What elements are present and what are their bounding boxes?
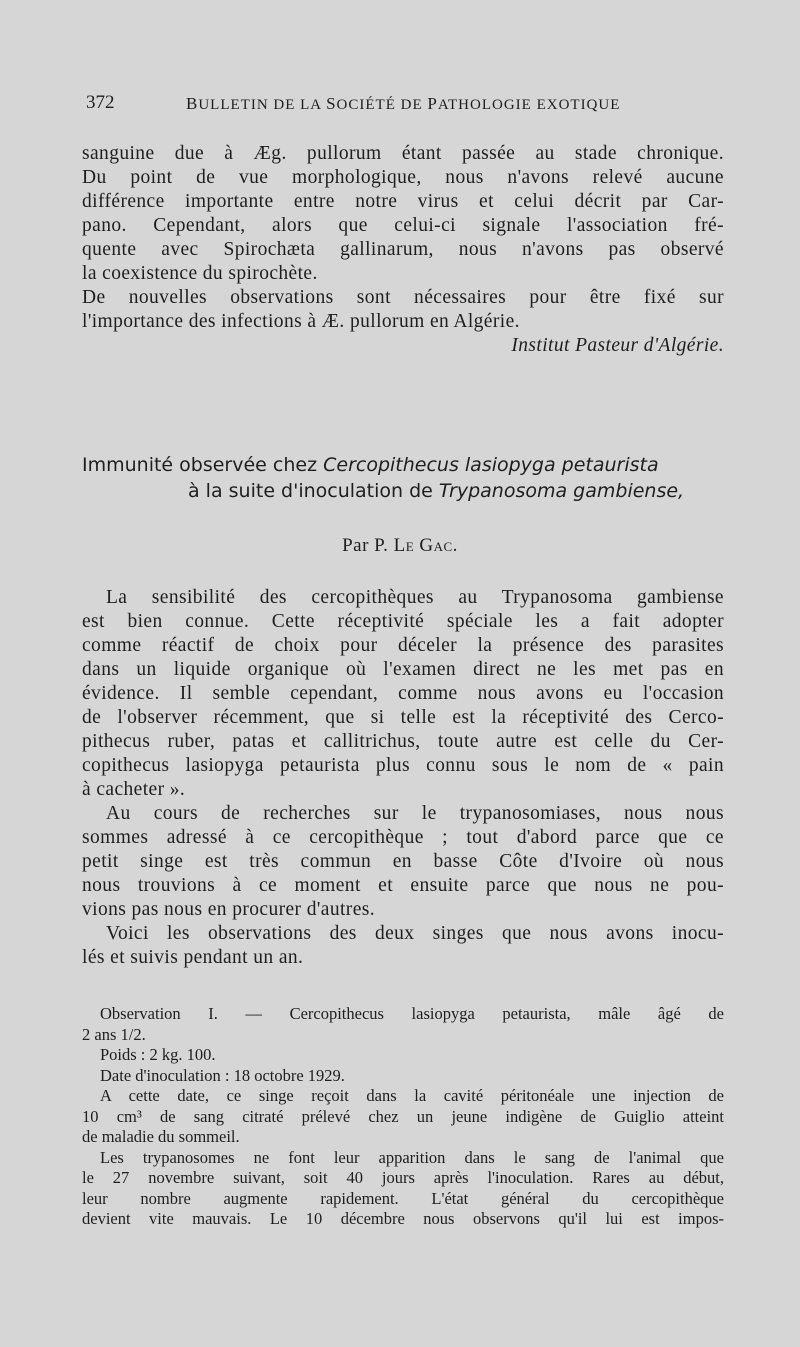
text-line: devient vite mauvais. Le 10 décembre nous observons qu'il lui est impos-	[82, 1209, 724, 1228]
text-line: l'importance des infections à Æ. pullorum en Algérie.	[82, 311, 520, 332]
text-line: Observation I. — Cercopithecus lasiopyga petaurista, mâle âgé de	[100, 1004, 724, 1023]
text-line: 10 cm³ de sang citraté prélevé chez un jeune indigène de Guiglio atteint	[82, 1106, 724, 1126]
text-line: lés et suivis pendant un an.	[82, 947, 304, 968]
text-line: sanguine due à Æg. pullorum étant passée au stade chronique.	[82, 143, 724, 164]
text-line: De nouvelles observations sont nécessaires pour être fixé sur	[82, 287, 724, 308]
text-line: quente avec Spirochæta gallinarum, nous n'avons pas observé	[82, 239, 724, 260]
text-line: de l'observer récemment, que si telle est la réceptivité des Cerco-	[82, 707, 724, 728]
text-line: la coexistence du spirochète.	[82, 263, 318, 284]
text-line: pithecus ruber, patas et callitrichus, toute autre est celle du Cer-	[82, 731, 724, 752]
text-line: différence importante entre notre virus et celui décrit par Car-	[82, 191, 724, 212]
text-line: Voici les observations des deux singes que nous avons inocu-	[106, 923, 724, 944]
text-line: vions pas nous en procurer d'autres.	[82, 899, 376, 920]
text-line: Poids : 2 kg. 100.	[100, 1045, 216, 1064]
text-line: Du point de vue morphologique, nous n'avons relevé aucune	[82, 167, 724, 188]
text-line: 2 ans 1/2.	[82, 1024, 146, 1044]
text-line: petit singe est très commun en basse Côte d'Ivoire où nous	[82, 851, 724, 872]
page-header	[86, 92, 726, 120]
text-line: leur nombre augmente rapidement. L'état général du cercopithèque	[82, 1188, 724, 1208]
previous-article-text	[82, 142, 724, 358]
text-line: A cette date, ce singe reçoit dans la cavité péritonéale une injection de	[100, 1086, 724, 1105]
running-title: BULLETIN DE LA SOCIÉTÉ DE PATHOLOGIE EXOTIQUE	[186, 94, 621, 113]
text-line: à cacheter ».	[82, 779, 186, 800]
text-line: le 27 novembre suivant, soit 40 jours après l'inoculation. Rares au début,	[82, 1168, 724, 1187]
text-line: de maladie du sommeil.	[82, 1127, 240, 1146]
text-line: copithecus lasiopyga petaurista plus connu sous le nom de « pain	[82, 755, 724, 776]
article-signature: Institut Pasteur d'Algérie.	[511, 335, 724, 356]
text-line: sommes adressé à ce cercopithèque ; tout d'abord parce que ce	[82, 827, 724, 848]
text-line: La sensibilité des cercopithèques au Trypanosoma gambiense	[106, 587, 724, 608]
text-line: nous trouvions à ce moment et ensuite parce que nous ne pou-	[82, 875, 724, 896]
text-line: pano. Cependant, alors que celui-ci signale l'association fré-	[82, 215, 724, 236]
text-line: Au cours de recherches sur le trypanosomiases, nous nous	[106, 803, 724, 824]
text-line: comme réactif de choix pour déceler la présence des parasites	[82, 635, 724, 656]
article-title: Immunité observée chez Cercopithecus lasiopyga petaurista à la suite d'inoculation de Trypanosoma gambiense,	[82, 454, 685, 502]
page-number: 372	[86, 92, 115, 113]
article-body	[82, 586, 724, 970]
observation-text	[82, 1004, 724, 1230]
text-line: Date d'inoculation : 18 octobre 1929.	[100, 1065, 345, 1085]
article-author: Par P. Le Gac.	[342, 535, 458, 556]
text-line: Les trypanosomes ne font leur apparition dans le sang de l'animal que	[100, 1147, 724, 1167]
text-line: dans un liquide organique où l'examen direct ne les met pas en	[82, 659, 724, 680]
text-line: est bien connue. Cette réceptivité spéciale les a fait adopter	[82, 611, 724, 632]
text-line: évidence. Il semble cependant, comme nous avons eu l'occasion	[82, 683, 724, 704]
